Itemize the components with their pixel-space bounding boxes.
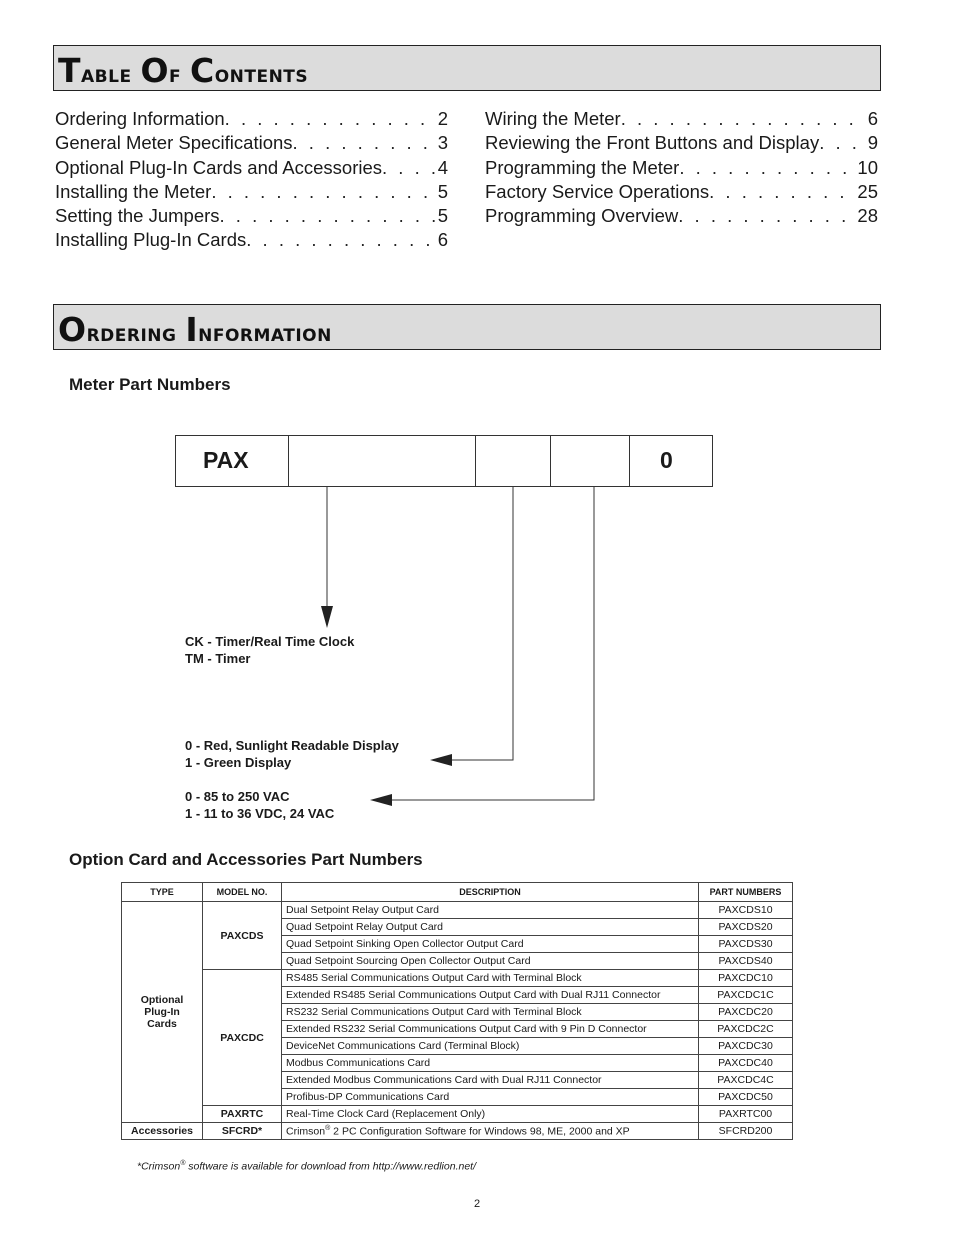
type-cell: Accessories <box>122 1123 203 1140</box>
pn-box-suffix: 0 <box>629 435 713 487</box>
toc-entry-label: Reviewing the Front Buttons and Display <box>485 132 820 154</box>
option-card-heading: Option Card and Accessories Part Numbers <box>69 850 423 869</box>
description-cell: Extended Modbus Communications Card with Dual RJ11 Connector <box>282 1072 699 1089</box>
description-cell: Quad Setpoint Sourcing Open Collector Output Card <box>282 953 699 970</box>
option-text: 0 - 85 to 250 VAC <box>185 789 290 804</box>
col-part-numbers: PART NUMBERS <box>699 883 793 902</box>
toc-entry-label: Installing the Meter <box>55 180 212 202</box>
toc-entry-page: 10 <box>857 156 878 178</box>
option-text: TM - Timer <box>185 651 251 666</box>
option-text: 0 - Red, Sunlight Readable Display <box>185 738 399 753</box>
model-cell: PAXCDS <box>203 902 282 970</box>
model-cell: PAXRTC <box>203 1106 282 1123</box>
toc-entry-page: 2 <box>437 108 448 129</box>
page-number: 2 <box>473 1198 481 1210</box>
description-cell: Dual Setpoint Relay Output Card <box>282 902 699 919</box>
option-text: 1 - Green Display <box>185 755 292 770</box>
part-number-cell: PAXCDC30 <box>699 1038 793 1055</box>
toc-entry-page: 5 <box>437 180 448 202</box>
toc-entry-label: Installing Plug-In Cards <box>55 229 247 251</box>
ordering-title: Ordering Information <box>58 310 332 349</box>
toc-entry-label: Programming Overview <box>485 205 679 227</box>
part-number-cell: PAXCDC10 <box>699 970 793 987</box>
part-number-cell: PAXCDC40 <box>699 1055 793 1072</box>
toc-title: Table Of Contents <box>58 51 309 90</box>
table-row <box>122 902 793 919</box>
toc-entry-label: Setting the Jumpers <box>55 205 220 227</box>
arrow-down-icon <box>321 606 333 628</box>
toc-entry-page: 6 <box>867 108 878 129</box>
part-number-cell: PAXCDC2C <box>699 1021 793 1038</box>
part-number-cell: PAXCDC4C <box>699 1072 793 1089</box>
description-cell: Extended RS232 Serial Communications Output Card with 9 Pin D Connector <box>282 1021 699 1038</box>
display-options <box>185 737 399 771</box>
toc-entry-page: 6 <box>437 229 448 251</box>
toc-entry-page: 28 <box>857 205 878 227</box>
description-cell: Modbus Communications Card <box>282 1055 699 1072</box>
toc-entry-page: 4 <box>437 156 448 178</box>
toc-entry-label: Wiring the Meter <box>485 108 621 129</box>
arrow-left-icon <box>430 754 452 766</box>
description-cell: Quad Setpoint Relay Output Card <box>282 919 699 936</box>
part-number-cell: PAXCDC20 <box>699 1004 793 1021</box>
part-number-cell: PAXCDC1C <box>699 987 793 1004</box>
col-model: MODEL NO. <box>203 883 282 902</box>
power-options <box>185 788 334 822</box>
toc-entry-label: Programming the Meter <box>485 156 680 178</box>
option-card-table <box>121 882 793 1140</box>
description-cell: Quad Setpoint Sinking Open Collector Output Card <box>282 936 699 953</box>
description-cell: RS485 Serial Communications Output Card with Terminal Block <box>282 970 699 987</box>
description-cell: RS232 Serial Communications Output Card with Terminal Block <box>282 1004 699 1021</box>
type-cell: Optional Plug-In Cards <box>122 902 203 1123</box>
pn-box-prefix: PAX <box>175 435 289 487</box>
part-number-cell: PAXCDC50 <box>699 1089 793 1106</box>
description-cell: Real-Time Clock Card (Replacement Only) <box>282 1106 699 1123</box>
toc-entry-label: Ordering Information <box>55 108 225 129</box>
col-type: TYPE <box>122 883 203 902</box>
part-number-cell: SFCRD200 <box>699 1123 793 1140</box>
model-cell: PAXCDC <box>203 970 282 1106</box>
toc-entry-page: 9 <box>867 132 878 154</box>
meter-part-numbers-heading: Meter Part Numbers <box>69 375 231 394</box>
option-text: CK - Timer/Real Time Clock <box>185 634 355 649</box>
model-options <box>185 633 354 667</box>
col-description: DESCRIPTION <box>282 883 699 902</box>
arrow-left-icon <box>370 794 392 806</box>
toc-entry-label: General Meter Specifications <box>55 132 293 154</box>
part-number-cell: PAXCDS40 <box>699 953 793 970</box>
toc-entry-page: 3 <box>437 132 448 154</box>
table-row <box>122 970 793 987</box>
description-cell: DeviceNet Communications Card (Terminal Block) <box>282 1038 699 1055</box>
part-number-cell: PAXCDS10 <box>699 902 793 919</box>
toc-entry-page: 25 <box>857 180 878 202</box>
footnote: *Crimson® software is available for download from http://www.redlion.net/ <box>137 1160 477 1173</box>
table-row <box>122 1106 793 1123</box>
description-cell: Extended RS485 Serial Communications Output Card with Dual RJ11 Connector <box>282 987 699 1004</box>
toc-entry-label: Factory Service Operations <box>485 180 710 202</box>
part-number-cell: PAXCDS20 <box>699 919 793 936</box>
part-number-cell: PAXCDS30 <box>699 936 793 953</box>
option-text: 1 - 11 to 36 VDC, 24 VAC <box>185 806 335 821</box>
table-row <box>122 1123 793 1140</box>
model-cell: SFCRD* <box>203 1123 282 1140</box>
toc-entry-label: Optional Plug-In Cards and Accessories <box>55 156 383 178</box>
table-header-row <box>122 883 793 902</box>
description-cell: Profibus-DP Communications Card <box>282 1089 699 1106</box>
description-cell: Crimson® 2 PC Configuration Software for Windows 98, ME, 2000 and XP <box>282 1123 699 1140</box>
part-number-cell: PAXRTC00 <box>699 1106 793 1123</box>
toc-entry-page: 5 <box>437 205 448 227</box>
